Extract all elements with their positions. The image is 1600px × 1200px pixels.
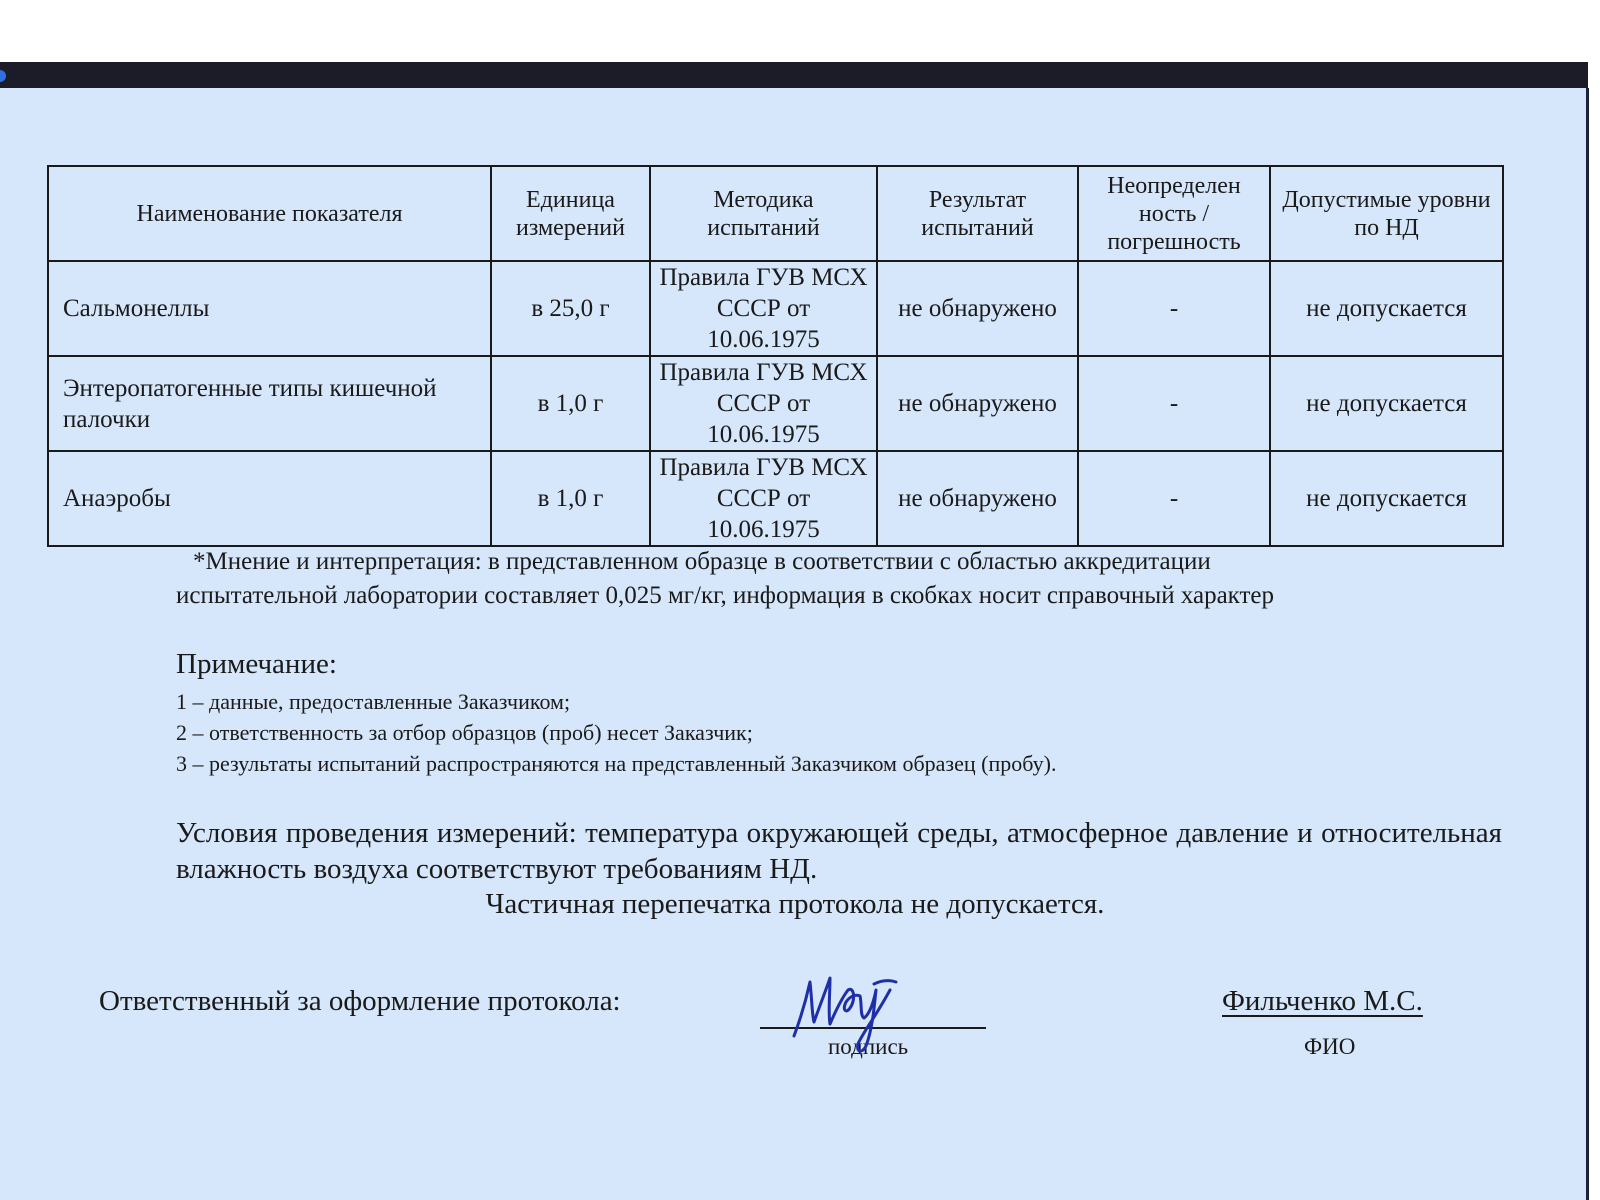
scrollbar-edge[interactable] <box>1586 88 1589 1200</box>
opinion-line-2: испытательной лаборатории составляет 0,025 мг/кг, информация в скобках носит справочный характер <box>176 582 1275 609</box>
fio-caption: ФИО <box>1304 1034 1356 1059</box>
reprint-notice: Частичная перепечатка протокола не допускается. <box>485 888 1105 920</box>
opinion-note <box>176 545 1506 613</box>
cell-unit: в 1,0 г <box>491 356 650 451</box>
header-indicator-name: Наименование показателя <box>48 166 491 261</box>
notes-title: Примечание: <box>176 648 337 680</box>
results-table <box>47 165 1504 547</box>
header-uncertainty: Неопределен ность / погрешность <box>1078 166 1270 261</box>
table-header-row <box>48 166 1503 261</box>
cell-method: Правила ГУВ МСХ СССР от 10.06.1975 <box>650 356 877 451</box>
responsible-name: Фильченко М.С. <box>1222 985 1423 1017</box>
header-result: Результат испытаний <box>877 166 1078 261</box>
opinion-line-1: *Мнение и интерпретация: в представленном образце в соответствии с областью аккредитации <box>193 548 1211 575</box>
cell-uncertainty: - <box>1078 261 1270 356</box>
handwritten-signature <box>790 960 905 1060</box>
cell-result: не обнаружено <box>877 451 1078 546</box>
cell-result: не обнаружено <box>877 261 1078 356</box>
cell-uncertainty: - <box>1078 356 1270 451</box>
document-page <box>0 88 1586 1200</box>
cell-result: не обнаружено <box>877 356 1078 451</box>
cell-uncertainty: - <box>1078 451 1270 546</box>
notes-list <box>176 686 1056 779</box>
header-unit: Единица измерений <box>491 166 650 261</box>
cell-allowed: не допускается <box>1270 451 1503 546</box>
top-margin <box>0 0 1588 62</box>
responsible-label: Ответственный за оформление протокола: <box>99 985 621 1017</box>
viewer-toolbar <box>0 62 1590 88</box>
right-margin <box>1588 0 1600 1200</box>
table-row <box>48 451 1503 546</box>
note-item: 1 – данные, предоставленные Заказчиком; <box>176 689 571 714</box>
cell-indicator-name: Энтеропатогенные типы кишечной палочки <box>48 356 491 451</box>
signature-caption: подпись <box>828 1034 909 1059</box>
cell-method: Правила ГУВ МСХ СССР от 10.06.1975 <box>650 261 877 356</box>
cell-method: Правила ГУВ МСХ СССР от 10.06.1975 <box>650 451 877 546</box>
cell-unit: в 1,0 г <box>491 451 650 546</box>
table-row <box>48 356 1503 451</box>
cell-indicator-name: Анаэробы <box>48 451 491 546</box>
measurement-conditions: Условия проведения измерений: температура окружающей среды, атмосферное давление и относительная влажность воздуха соответствуют требованиям НД. <box>176 817 1502 885</box>
table-row <box>48 261 1503 356</box>
header-allowed-levels: Допустимые уровни по НД <box>1270 166 1503 261</box>
cell-unit: в 25,0 г <box>491 261 650 356</box>
header-method: Методика испытаний <box>650 166 877 261</box>
note-item: 3 – результаты испытаний распространяются на представленный Заказчиком образец (пробу). <box>176 751 1057 776</box>
note-item: 2 – ответственность за отбор образцов (проб) несет Заказчик; <box>176 720 753 745</box>
cell-allowed: не допускается <box>1270 356 1503 451</box>
cell-allowed: не допускается <box>1270 261 1503 356</box>
cell-indicator-name: Сальмонеллы <box>48 261 491 356</box>
